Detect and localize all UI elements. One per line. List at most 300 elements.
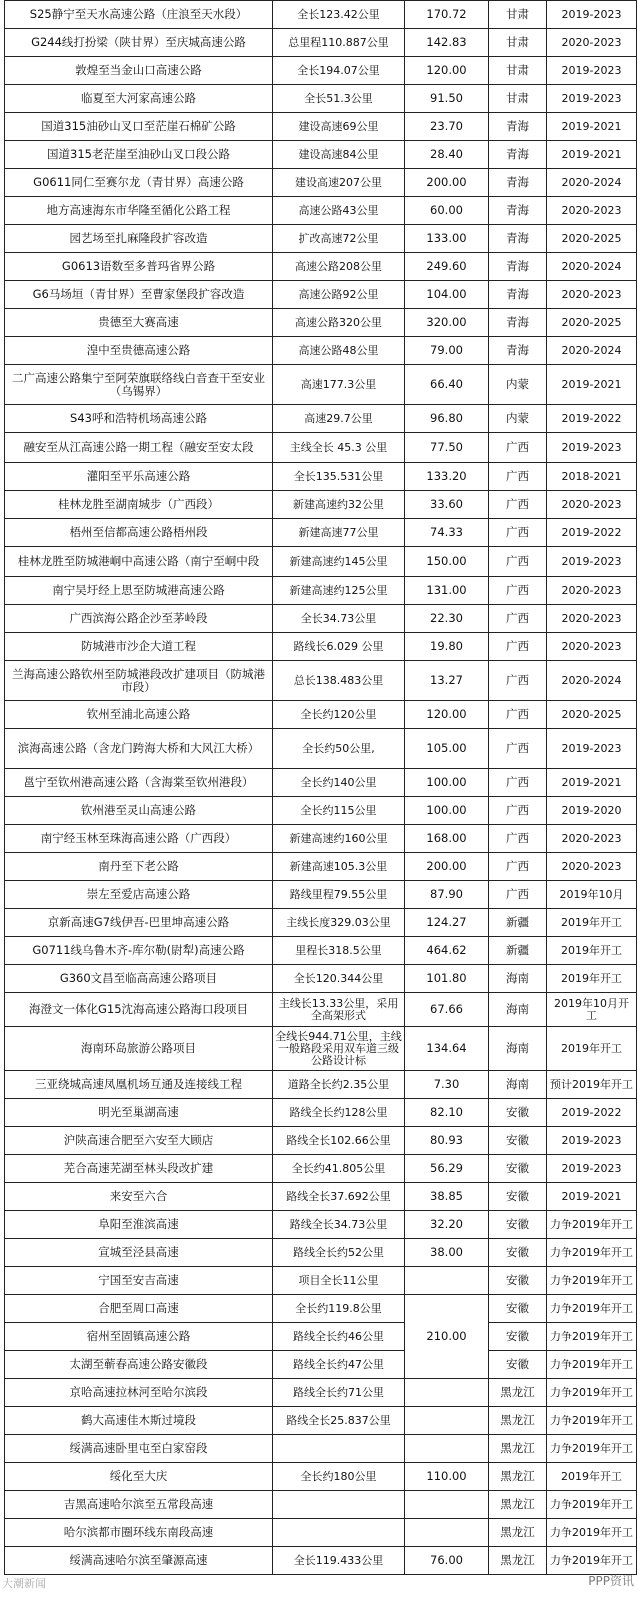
table-row (5, 1295, 637, 1323)
table-row (5, 309, 637, 337)
scale-cell: 新建高速约32公里 (273, 491, 405, 519)
scale-cell (273, 1491, 405, 1519)
project-name-cell: 南宁经玉林至珠海高速公路（广西段） (5, 825, 273, 853)
period-cell: 力争2019年开工 (547, 1547, 637, 1575)
period-cell: 2019-2023 (547, 57, 637, 85)
investment-cell: 100.00 (405, 797, 489, 825)
region-cell: 安徽 (489, 1295, 547, 1323)
table-row (5, 1491, 637, 1519)
table-row (5, 433, 637, 463)
project-name-cell: G0611同仁至赛尔龙（青甘界）高速公路 (5, 169, 273, 197)
project-name-cell: 南宁吴圩经上思至防城港高速公路 (5, 577, 273, 605)
region-cell: 广西 (489, 769, 547, 797)
scale-cell (273, 1435, 405, 1463)
region-cell: 青海 (489, 225, 547, 253)
region-cell: 广西 (489, 797, 547, 825)
project-name-cell: S25静宁至天水高速公路（庄浪至天水段） (5, 1, 273, 29)
scale-cell: 高速公路320公里 (273, 309, 405, 337)
project-name-cell: 明光至巢湖高速 (5, 1099, 273, 1127)
region-cell: 广西 (489, 433, 547, 463)
scale-cell: 全长51.3公里 (273, 85, 405, 113)
investment-cell: 74.33 (405, 519, 489, 547)
investment-cell: 120.00 (405, 57, 489, 85)
scale-cell: 全长119.433公里 (273, 1547, 405, 1575)
project-name-cell: 太湖至蕲春高速公路安徽段 (5, 1351, 273, 1379)
table-row (5, 1, 637, 29)
period-cell: 2019-2023 (547, 1, 637, 29)
investment-cell: 79.00 (405, 337, 489, 365)
investment-cell: 28.40 (405, 141, 489, 169)
table-row (5, 1239, 637, 1267)
region-cell: 广西 (489, 853, 547, 881)
project-name-cell: 国道315老茫崖至油砂山叉口段公路 (5, 141, 273, 169)
table-row (5, 1519, 637, 1547)
scale-cell: 主线全长 45.3 公里 (273, 433, 405, 463)
period-cell: 2019-2021 (547, 141, 637, 169)
region-cell: 海南 (489, 1027, 547, 1071)
investment-cell: 7.30 (405, 1071, 489, 1099)
region-cell: 广西 (489, 729, 547, 769)
project-name-cell: 绥化至大庆 (5, 1463, 273, 1491)
period-cell: 力争2019年开工 (547, 1267, 637, 1295)
region-cell: 青海 (489, 253, 547, 281)
investment-cell: 134.64 (405, 1027, 489, 1071)
investment-cell: 77.50 (405, 433, 489, 463)
investment-cell: 464.62 (405, 937, 489, 965)
scale-cell: 全长120.344公里 (273, 965, 405, 993)
investment-cell: 23.70 (405, 113, 489, 141)
region-cell: 广西 (489, 547, 547, 577)
period-cell: 2020-2023 (547, 281, 637, 309)
scale-cell: 全长约41.805公里 (273, 1155, 405, 1183)
investment-cell: 131.00 (405, 577, 489, 605)
investment-cell (405, 1435, 489, 1463)
investment-cell: 66.40 (405, 365, 489, 405)
region-cell: 新疆 (489, 937, 547, 965)
table-row (5, 85, 637, 113)
scale-cell: 建设高速84公里 (273, 141, 405, 169)
period-cell: 2019-2020 (547, 797, 637, 825)
project-name-cell: 海南环岛旅游公路项目 (5, 1027, 273, 1071)
investment-cell (405, 1267, 489, 1295)
scale-cell: 高速29.7公里 (273, 405, 405, 433)
project-name-cell: 桂林龙胜至防城港峒中高速公路（南宁至峒中段 (5, 547, 273, 577)
region-cell: 广西 (489, 633, 547, 661)
project-name-cell: G360文昌至临高高速公路项目 (5, 965, 273, 993)
investment-cell: 38.00 (405, 1239, 489, 1267)
scale-cell: 路线全长约128公里 (273, 1099, 405, 1127)
scale-cell: 高速公路43公里 (273, 197, 405, 225)
scale-cell: 路线全长约46公里 (273, 1323, 405, 1351)
table-row (5, 113, 637, 141)
table-row (5, 1351, 637, 1379)
project-name-cell: 宿州至固镇高速公路 (5, 1323, 273, 1351)
scale-cell: 高速公路48公里 (273, 337, 405, 365)
region-cell: 甘肃 (489, 29, 547, 57)
scale-cell: 建设高速207公里 (273, 169, 405, 197)
period-cell: 2019-2023 (547, 1155, 637, 1183)
table-row (5, 1211, 637, 1239)
project-name-cell: 敦煌至当金山口高速公路 (5, 57, 273, 85)
investment-cell: 22.30 (405, 605, 489, 633)
project-name-cell: 灌阳至平乐高速公路 (5, 463, 273, 491)
project-name-cell: 京哈高速拉林河至哈尔滨段 (5, 1379, 273, 1407)
scale-cell: 全长194.07公里 (273, 57, 405, 85)
region-cell: 安徽 (489, 1183, 547, 1211)
period-cell: 2020-2025 (547, 225, 637, 253)
region-cell: 内蒙 (489, 365, 547, 405)
region-cell: 安徽 (489, 1239, 547, 1267)
scale-cell: 全长约50公里, (273, 729, 405, 769)
investment-cell: 76.00 (405, 1547, 489, 1575)
period-cell: 力争2019年开工 (547, 1295, 637, 1323)
table-row (5, 577, 637, 605)
projects-table-body (5, 1, 637, 1575)
project-name-cell: 园艺场至扎麻隆段扩容改造 (5, 225, 273, 253)
scale-cell: 高速公路92公里 (273, 281, 405, 309)
project-name-cell: G6马场垣（青甘界）至曹家堡段扩容改造 (5, 281, 273, 309)
period-cell: 力争2019年开工 (547, 1435, 637, 1463)
region-cell: 黑龙江 (489, 1463, 547, 1491)
table-row (5, 281, 637, 309)
project-name-cell: 防城港市沙企大道工程 (5, 633, 273, 661)
investment-cell: 150.00 (405, 547, 489, 577)
investment-cell: 170.72 (405, 1, 489, 29)
project-name-cell: 三亚绕城高速凤凰机场互通及连接线工程 (5, 1071, 273, 1099)
project-name-cell: 兰海高速公路钦州至防城港段改扩建项目（防城港市段） (5, 661, 273, 701)
investment-cell: 96.80 (405, 405, 489, 433)
investment-cell: 210.00 (405, 1295, 489, 1379)
scale-cell: 项目全长11公里 (273, 1267, 405, 1295)
scale-cell: 全长135.531公里 (273, 463, 405, 491)
scale-cell: 新建高速约160公里 (273, 825, 405, 853)
region-cell: 青海 (489, 113, 547, 141)
period-cell: 2020-2023 (547, 491, 637, 519)
table-row (5, 1435, 637, 1463)
table-row (5, 141, 637, 169)
period-cell: 2019-2023 (547, 729, 637, 769)
investment-cell: 67.66 (405, 993, 489, 1027)
table-row (5, 1547, 637, 1575)
region-cell: 甘肃 (489, 85, 547, 113)
table-row (5, 29, 637, 57)
investment-cell: 32.20 (405, 1211, 489, 1239)
period-cell: 2020-2023 (547, 633, 637, 661)
investment-cell: 120.00 (405, 701, 489, 729)
project-name-cell: 二广高速公路集宁至阿荣旗联络线白音查干至安业（乌锡界） (5, 365, 273, 405)
table-row (5, 1127, 637, 1155)
scale-cell: 路线里程79.55公里 (273, 881, 405, 909)
investment-cell (405, 1491, 489, 1519)
scale-cell: 建设高速69公里 (273, 113, 405, 141)
investment-cell: 249.60 (405, 253, 489, 281)
region-cell: 广西 (489, 701, 547, 729)
period-cell: 力争2019年开工 (547, 1407, 637, 1435)
period-cell: 2019-2021 (547, 365, 637, 405)
scale-cell: 全长34.73公里 (273, 605, 405, 633)
period-cell: 2020-2024 (547, 337, 637, 365)
project-name-cell: 宣城至泾县高速 (5, 1239, 273, 1267)
project-name-cell: 崇左至爱店高速公路 (5, 881, 273, 909)
period-cell: 2019-2022 (547, 519, 637, 547)
period-cell: 2019-2022 (547, 405, 637, 433)
investment-cell: 82.10 (405, 1099, 489, 1127)
region-cell: 广西 (489, 463, 547, 491)
table-row (5, 965, 637, 993)
period-cell: 力争2019年开工 (547, 1379, 637, 1407)
investment-cell: 320.00 (405, 309, 489, 337)
project-name-cell: 鹤大高速佳木斯过境段 (5, 1407, 273, 1435)
period-cell: 2019-2022 (547, 1099, 637, 1127)
scale-cell: 路线全长约47公里 (273, 1351, 405, 1379)
period-cell: 2019年10月开工 (547, 993, 637, 1027)
scale-cell: 高速177.3公里 (273, 365, 405, 405)
region-cell: 安徽 (489, 1211, 547, 1239)
scale-cell: 新建高速约145公里 (273, 547, 405, 577)
investment-cell: 168.00 (405, 825, 489, 853)
project-name-cell: 梧州至信都高速公路梧州段 (5, 519, 273, 547)
region-cell: 广西 (489, 605, 547, 633)
investment-cell: 80.93 (405, 1127, 489, 1155)
table-row (5, 225, 637, 253)
table-row (5, 825, 637, 853)
region-cell: 安徽 (489, 1267, 547, 1295)
region-cell: 青海 (489, 309, 547, 337)
table-row (5, 633, 637, 661)
scale-cell (273, 1519, 405, 1547)
investment-cell (405, 1519, 489, 1547)
region-cell: 安徽 (489, 1127, 547, 1155)
table-row (5, 1323, 637, 1351)
region-cell: 黑龙江 (489, 1407, 547, 1435)
table-row (5, 1407, 637, 1435)
period-cell: 2020-2023 (547, 605, 637, 633)
period-cell: 2020-2023 (547, 29, 637, 57)
project-name-cell: 哈尔滨都市圈环线东南段高速 (5, 1519, 273, 1547)
region-cell: 安徽 (489, 1351, 547, 1379)
scale-cell: 全长约119.8公里 (273, 1295, 405, 1323)
period-cell: 力争2019年开工 (547, 1323, 637, 1351)
project-name-cell: 桂林龙胜至湖南城步（广西段） (5, 491, 273, 519)
project-name-cell: 京新高速G7线伊吾-巴里坤高速公路 (5, 909, 273, 937)
investment-cell: 100.00 (405, 769, 489, 797)
investment-cell: 33.60 (405, 491, 489, 519)
period-cell: 2019-2023 (547, 547, 637, 577)
investment-cell: 200.00 (405, 853, 489, 881)
project-name-cell: 钦州至浦北高速公路 (5, 701, 273, 729)
table-row (5, 937, 637, 965)
table-row (5, 463, 637, 491)
region-cell: 海南 (489, 993, 547, 1027)
period-cell: 力争2019年开工 (547, 1351, 637, 1379)
region-cell: 广西 (489, 661, 547, 701)
project-name-cell: G0613语数至多普玛省界公路 (5, 253, 273, 281)
scale-cell: 主线长13.33公里，采用全高架形式 (273, 993, 405, 1027)
period-cell: 2018-2021 (547, 463, 637, 491)
investment-cell: 101.80 (405, 965, 489, 993)
region-cell: 黑龙江 (489, 1519, 547, 1547)
investment-cell: 110.00 (405, 1463, 489, 1491)
scale-cell: 路线全长25.837公里 (273, 1407, 405, 1435)
table-row (5, 365, 637, 405)
region-cell: 安徽 (489, 1155, 547, 1183)
region-cell: 青海 (489, 337, 547, 365)
region-cell: 甘肃 (489, 57, 547, 85)
project-name-cell: S43呼和浩特机场高速公路 (5, 405, 273, 433)
region-cell: 广西 (489, 881, 547, 909)
project-name-cell: G244线打扮梁（陕甘界）至庆城高速公路 (5, 29, 273, 57)
region-cell: 黑龙江 (489, 1379, 547, 1407)
project-name-cell: 吉黑高速哈尔滨至五常段高速 (5, 1491, 273, 1519)
scale-cell: 新建高速77公里 (273, 519, 405, 547)
period-cell: 2019年开工 (547, 909, 637, 937)
project-name-cell: 临夏至大河家高速公路 (5, 85, 273, 113)
project-name-cell: 邕宁至钦州港高速公路（含海棠至钦州港段） (5, 769, 273, 797)
project-name-cell: 南丹至下老公路 (5, 853, 273, 881)
project-name-cell: 芜合高速芜湖至林头段改扩建 (5, 1155, 273, 1183)
table-row (5, 661, 637, 701)
table-row (5, 853, 637, 881)
investment-cell: 38.85 (405, 1183, 489, 1211)
table-row (5, 169, 637, 197)
investment-cell: 200.00 (405, 169, 489, 197)
period-cell: 2020-2023 (547, 197, 637, 225)
investment-cell: 105.00 (405, 729, 489, 769)
project-name-cell: 湟中至贵德高速公路 (5, 337, 273, 365)
investment-cell: 13.27 (405, 661, 489, 701)
scale-cell: 高速公路208公里 (273, 253, 405, 281)
investment-cell: 124.27 (405, 909, 489, 937)
scale-cell: 全长约115公里 (273, 797, 405, 825)
table-row (5, 519, 637, 547)
period-cell: 2020-2025 (547, 309, 637, 337)
period-cell: 2020-2023 (547, 853, 637, 881)
scale-cell: 主线长度329.03公里 (273, 909, 405, 937)
region-cell: 黑龙江 (489, 1547, 547, 1575)
table-row (5, 1071, 637, 1099)
projects-table (4, 0, 637, 1575)
period-cell: 力争2019年开工 (547, 1239, 637, 1267)
table-row (5, 993, 637, 1027)
investment-cell: 60.00 (405, 197, 489, 225)
project-name-cell: 沪陕高速合肥至六安至大顾店 (5, 1127, 273, 1155)
table-row (5, 1099, 637, 1127)
region-cell: 海南 (489, 1071, 547, 1099)
region-cell: 青海 (489, 281, 547, 309)
period-cell: 2019-2021 (547, 113, 637, 141)
period-cell: 2020-2023 (547, 577, 637, 605)
project-name-cell: 国道315油砂山叉口至茫崖石棉矿公路 (5, 113, 273, 141)
project-name-cell: 融安至从江高速公路一期工程（融安至安太段 (5, 433, 273, 463)
project-name-cell: 海澄文一体化G15沈海高速公路海口段项目 (5, 993, 273, 1027)
period-cell: 力争2019年开工 (547, 1519, 637, 1547)
table-row (5, 253, 637, 281)
period-cell: 2020-2025 (547, 701, 637, 729)
table-row (5, 57, 637, 85)
region-cell: 青海 (489, 169, 547, 197)
table-row (5, 547, 637, 577)
period-cell: 2019-2021 (547, 1183, 637, 1211)
region-cell: 黑龙江 (489, 1491, 547, 1519)
scale-cell: 路线全长37.692公里 (273, 1183, 405, 1211)
period-cell: 2019-2023 (547, 433, 637, 463)
period-cell: 2019年开工 (547, 937, 637, 965)
investment-cell: 104.00 (405, 281, 489, 309)
table-row (5, 701, 637, 729)
region-cell: 内蒙 (489, 405, 547, 433)
scale-cell: 路线全长约71公里 (273, 1379, 405, 1407)
period-cell: 2019年开工 (547, 1463, 637, 1491)
table-row (5, 491, 637, 519)
project-name-cell: 绥满高速哈尔滨至肇源高速 (5, 1547, 273, 1575)
table-row (5, 797, 637, 825)
region-cell: 青海 (489, 141, 547, 169)
project-name-cell: 来安至六合 (5, 1183, 273, 1211)
project-name-cell: 滨海高速公路（含龙门跨海大桥和大风江大桥） (5, 729, 273, 769)
table-row (5, 729, 637, 769)
table-row (5, 909, 637, 937)
period-cell: 2020-2024 (547, 661, 637, 701)
table-row (5, 1463, 637, 1491)
investment-cell: 19.80 (405, 633, 489, 661)
region-cell: 甘肃 (489, 1, 547, 29)
scale-cell: 新建高速约125公里 (273, 577, 405, 605)
scale-cell: 路线全长102.66公里 (273, 1127, 405, 1155)
period-cell: 2020-2024 (547, 169, 637, 197)
period-cell: 2019年10月 (547, 881, 637, 909)
table-row (5, 1267, 637, 1295)
investment-cell (405, 1379, 489, 1407)
region-cell: 广西 (489, 519, 547, 547)
table-row (5, 1379, 637, 1407)
scale-cell: 道路全长约2.35公里 (273, 1071, 405, 1099)
period-cell: 力争2019年开工 (547, 1491, 637, 1519)
period-cell: 2020-2023 (547, 825, 637, 853)
project-name-cell: 贵德至大赛高速 (5, 309, 273, 337)
project-name-cell: 阜阳至淮滨高速 (5, 1211, 273, 1239)
region-cell: 海南 (489, 965, 547, 993)
period-cell: 预计2019年开工 (547, 1071, 637, 1099)
scale-cell: 全长123.42公里 (273, 1, 405, 29)
table-row (5, 197, 637, 225)
scale-cell: 路线全长34.73公里 (273, 1211, 405, 1239)
investment-cell: 91.50 (405, 85, 489, 113)
investment-cell: 133.00 (405, 225, 489, 253)
scale-cell: 总长138.483公里 (273, 661, 405, 701)
region-cell: 广西 (489, 577, 547, 605)
table-row (5, 605, 637, 633)
project-name-cell: 绥满高速卧里屯至白家窑段 (5, 1435, 273, 1463)
table-row (5, 1155, 637, 1183)
table-row (5, 881, 637, 909)
table-row (5, 405, 637, 433)
project-name-cell: 宁国至安吉高速 (5, 1267, 273, 1295)
region-cell: 安徽 (489, 1323, 547, 1351)
table-row (5, 1183, 637, 1211)
scale-cell: 全长约120公里 (273, 701, 405, 729)
investment-cell: 133.20 (405, 463, 489, 491)
scale-cell: 总里程110.887公里 (273, 29, 405, 57)
investment-cell (405, 1407, 489, 1435)
period-cell: 2019-2021 (547, 769, 637, 797)
table-row (5, 337, 637, 365)
table-row (5, 769, 637, 797)
region-cell: 广西 (489, 825, 547, 853)
scale-cell: 路线长6.029 公里 (273, 633, 405, 661)
project-name-cell: G0711线乌鲁木齐-库尔勒(尉犁)高速公路 (5, 937, 273, 965)
scale-cell: 全长约140公里 (273, 769, 405, 797)
scale-cell: 路线全长约52公里 (273, 1239, 405, 1267)
